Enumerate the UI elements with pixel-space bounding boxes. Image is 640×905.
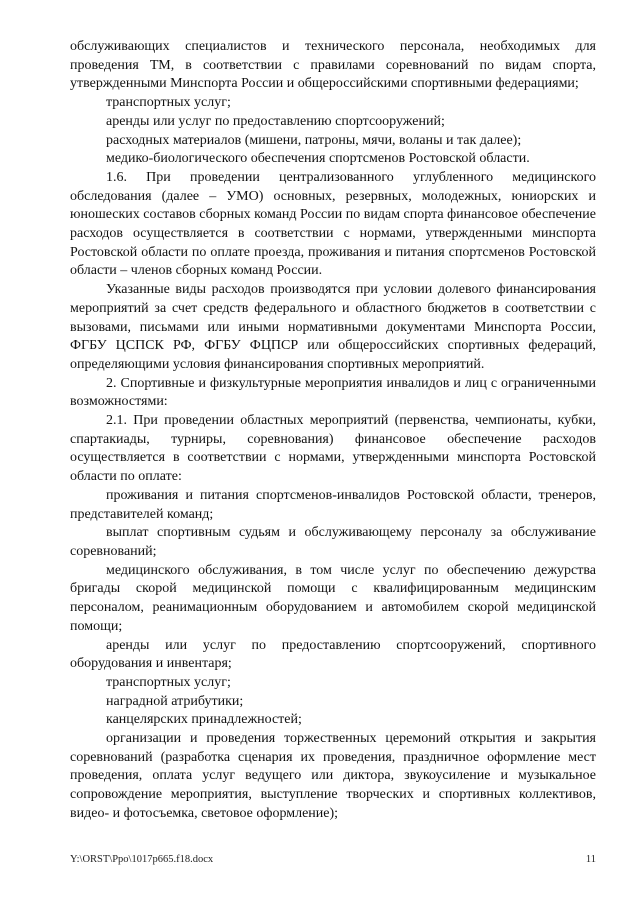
- footer-page-number: 11: [585, 854, 596, 865]
- footer-file-path: Y:\ORST\Ppo\1017p665.f18.docx: [70, 854, 214, 865]
- paragraph: Указанные виды расходов производятся при условии долевого финансирования мероприятий за счет средств федерального и областного бюджетов в соответствии с вызовами, письмами или иными нормативными документами Минспорта России, ФГБУ ЦСПСК РФ, ФГБУ ФЦПСР или общероссийских спортивных федераций, определяющими условия финансирования спортивных мероприятий.: [70, 282, 596, 372]
- paragraph: обслуживающих специалистов и технического персонала, необходимых для проведения ТМ, в соответствии с правилами соревнований по видам спорта, утвержденными Минспорта России и общероссийскими спортивными федерациями;: [70, 39, 596, 92]
- section-heading: 2. Спортивные и физкультурные мероприятия инвалидов и лиц с ограниченными возможностями:: [70, 375, 596, 410]
- paragraph: организации и проведения торжественных церемоний открытия и закрытия соревнований (разработка сценария их проведения, праздничное оформление мест проведения, оплата услуг ведущего или диктора, звукоусиление и музыкальное сопровождение мероприятия, выступление творческих и спортивных коллективов, видео- и фотосъемка, световое оформление);: [70, 731, 596, 821]
- paragraph: 1.6. При проведении централизованного углубленного медицинского обследования (далее – УМО) основных, резервных, молодежных, юниорских и юношеских составов сборных команд России по видам спорта финансовое обеспечение расходов осуществляется в соответствии с нормами, утвержденными минспорта Ростовской области по оплате проезда, проживания и питания спортсменов Ростовской области – членов сборных команд России.: [70, 169, 596, 279]
- paragraph: транспортных услуг;: [106, 674, 231, 690]
- paragraph: расходных материалов (мишени, патроны, мячи, воланы и так далее);: [106, 132, 522, 148]
- paragraph: аренды или услуг по предоставлению спортсооружений;: [106, 113, 445, 129]
- paragraph: 2.1. При проведении областных мероприятий (первенства, чемпионаты, кубки, спартакиады, турниры, соревнования) финансовое обеспечение расходов осуществляется в соответствии с нормами, утвержденными минспорта Ростовской области по оплате:: [70, 413, 596, 485]
- document-body: [70, 38, 596, 824]
- paragraph: медицинского обслуживания, в том числе услуг по обеспечению дежурства бригады скорой медицинской помощи с квалифицированным медицинским персоналом, реанимационным оборудованием и автомобилем скорой медицинской помощи;: [70, 562, 596, 634]
- paragraph: проживания и питания спортсменов-инвалидов Ростовской области, тренеров, представителей команд;: [70, 487, 596, 522]
- paragraph: канцелярских принадлежностей;: [106, 712, 302, 728]
- paragraph: наградной атрибутики;: [106, 693, 244, 709]
- paragraph: аренды или услуг по предоставлению спортсооружений, спортивного оборудования и инвентаря;: [70, 637, 596, 672]
- paragraph: транспортных услуг;: [106, 95, 231, 111]
- paragraph: выплат спортивным судьям и обслуживающему персоналу за обслуживание соревнований;: [70, 525, 596, 559]
- paragraph: медико-биологического обеспечения спортсменов Ростовской области.: [106, 151, 530, 167]
